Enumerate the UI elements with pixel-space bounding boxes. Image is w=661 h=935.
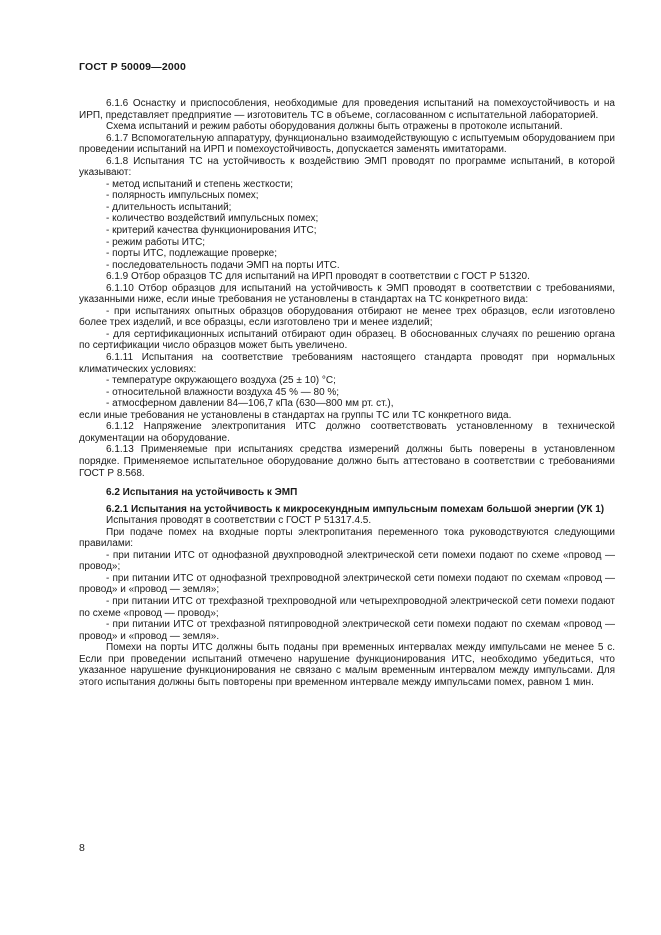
list-item: - полярность импульсных помех; [79, 190, 615, 202]
paragraph: 6.1.12 Напряжение электропитания ИТС должно соответствовать установленному в технической документации на оборудование. [79, 421, 615, 444]
paragraph: Помехи на порты ИТС должны быть поданы при временных интервалах между импульсами не менее 5 с. Если при проведении испытаний отмечено нарушение функционирования ИТС, необходимо убедиться, что указанное нарушение функционирования не связано с малым временным интервалом между импульсами. Для этого испытания должны быть повторены при временном интервале между импульсами помех, равном 1 мин. [79, 642, 615, 688]
dash: - [106, 572, 113, 584]
list-item: - количество воздействий импульсных помех; [79, 213, 615, 225]
list-item-text: при питании ИТС от трехфазной трехпроводной или четырехпроводной электрической сети помехи подают по схеме «провод — провод»; [79, 595, 616, 619]
dash: - [106, 328, 114, 340]
paragraph: 6.1.10 Отбор образцов для испытаний на устойчивость к ЭМП проводят в соответствии с требованиями, указанными ниже, если иные требования не установлены в стандартах на ТС конкретного вида: [79, 282, 615, 306]
paragraph: 6.1.9 Отбор образцов ТС для испытаний на ИРП проводят в соответствии с ГОСТ Р 51320. [106, 271, 530, 283]
list-item: - относительной влажности воздуха 45 % — 80 %; [79, 387, 615, 399]
list-item: - метод испытаний и степень жесткости; [79, 179, 615, 191]
paragraph: 6.1.6 Оснастку и приспособления, необходимые для проведения испытаний на помехоустойчивость и на ИРП, представляет предприятие — изготовитель ТС в объеме, согласованном с испытательной лабораторией. [79, 98, 615, 121]
list-item: - режим работы ИТС; [79, 237, 615, 249]
list-item: - температуре окружающего воздуха (25 ± 10) °С; [79, 375, 615, 387]
list-item [79, 596, 615, 619]
list-item [79, 329, 615, 352]
dash: - [106, 619, 113, 631]
page-number: 8 [79, 842, 85, 854]
list-item: - длительность испытаний; [79, 202, 615, 214]
paragraph: 6.1.8 Испытания ТС на устойчивость к воздействию ЭМП проводят по программе испытаний, в которой указывают: [79, 155, 615, 179]
list-item-text: при питании ИТС от трехфазной пятипроводной электрической сети помехи подают по схемам «провод — провод» и «провод — земля». [79, 619, 616, 642]
paragraph: Испытания проводят в соответствии с ГОСТ Р 51317.4.5. [106, 515, 372, 527]
paragraph: 6.1.13 Применяемые при испытаниях средства измерений должны быть поверены в установленном порядке. Применяемое испытательное оборудование должно быть аттестовано в соответствии с требованиями ГОСТ Р 8.568. [79, 444, 615, 479]
paragraph: При подаче помех на входные порты электропитания переменного тока руководствуются следующими правилами: [79, 526, 615, 550]
paragraph: 6.1.11 Испытания на соответствие требованиям настоящего стандарта проводят при нормальных климатических условиях: [79, 352, 615, 375]
dash: - [106, 595, 113, 607]
subsection-heading: 6.2.1 Испытания на устойчивость к микросекундным импульсным помехам большой энергии (УК 1) [106, 503, 605, 515]
list-item: - порты ИТС, подлежащие проверке; [79, 248, 615, 260]
list-item: - атмосферном давлении 84—106,7 кПа (630—800 мм рт. ст.), [79, 398, 615, 410]
list-item [79, 306, 615, 329]
list-item: - критерий качества функционирования ИТС; [79, 225, 615, 237]
dash: - [106, 549, 113, 561]
paragraph: 6.1.7 Вспомогательную аппаратуру, функционально взаимодействующую с испытуемым оборудованием при проведении испытаний на ИРП и помехоустойчивость, допускается заменять имитаторами. [79, 132, 615, 156]
list-item-text: при питании ИТС от однофазной трехпроводной электрической сети помехи подают по схемам «провод — провод» и «провод — земля»; [79, 572, 615, 596]
list-item-text: при питании ИТС от однофазной двухпроводной электрической сети помехи подают по схеме «провод — провод»; [79, 549, 615, 573]
list-item: - последовательность подачи ЭМП на порты ИТС. [79, 260, 615, 272]
paragraph: Схема испытаний и режим работы оборудования должны быть отражены в протоколе испытаний. [106, 121, 563, 133]
paragraph: если иные требования не установлены в стандартах на группы ТС или ТС конкретного вида. [79, 409, 512, 421]
dash: - [106, 305, 114, 317]
list-item [79, 550, 615, 573]
list-item [79, 573, 615, 596]
list-item-text: для сертификационных испытаний отбирают один образец. В обоснованных случаях по решению органа по сертификации число образцов может быть увеличено. [79, 328, 615, 352]
document-header: ГОСТ Р 50009—2000 [79, 61, 187, 73]
list-item-text: при испытаниях опытных образцов оборудования отбирают не менее трех образцов, если изготовлено более трех изделий, и все образцы, если изготовлено три и менее изделий; [79, 305, 615, 329]
document-body [79, 98, 615, 688]
list-item [79, 619, 615, 642]
section-heading: 6.2 Испытания на устойчивость к ЭМП [106, 487, 298, 499]
